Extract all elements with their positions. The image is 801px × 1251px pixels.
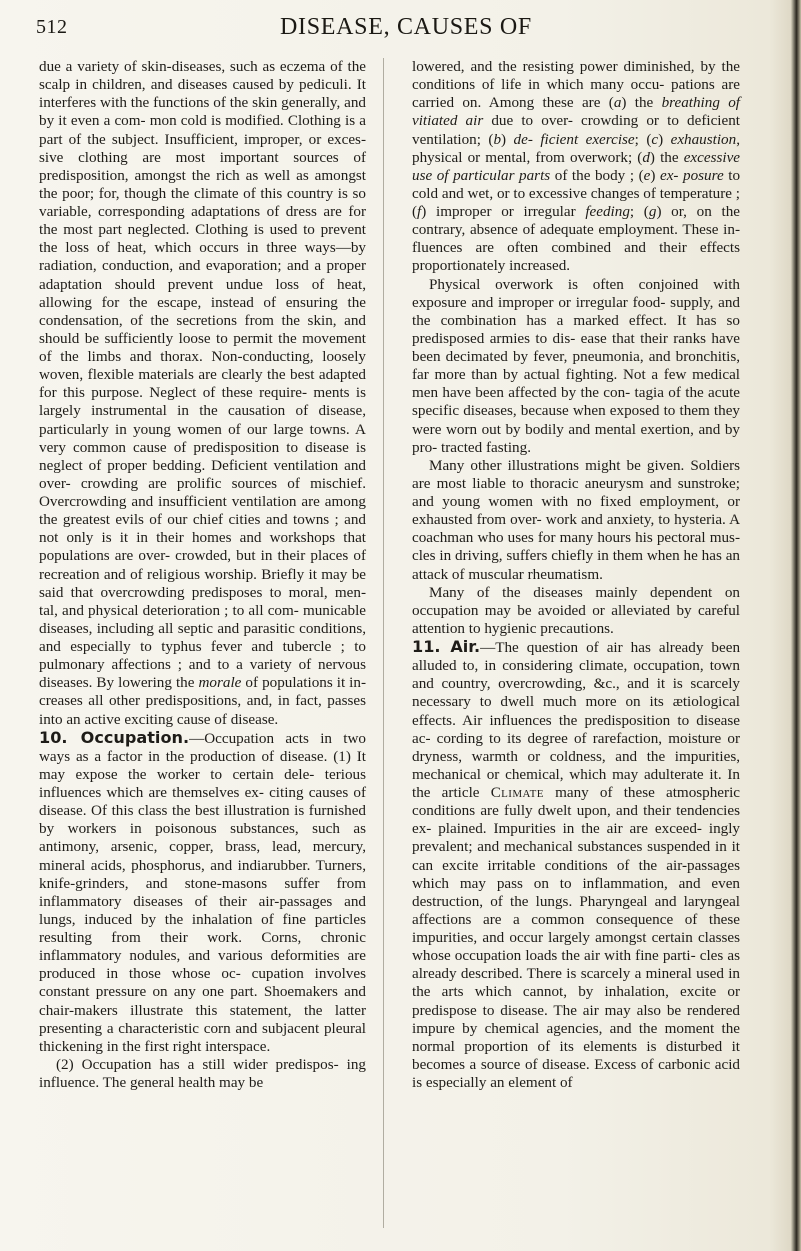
right-text-column bbox=[412, 58, 740, 1092]
physical-overwork-paragraph: Physical overwork is often conjoined with exposure and improper or irregular food- supply, and the combination has a marked effect. It has so predisposed armies to dis- ease that their ranks have been decimated by fever, pneumonia, and bronchitis, far more than by actual fighting. Not a few medical men have been affected by the con- tagia of the acute specific diseases, because when exposed to them they were worn out by bodily and mental exertion, and by pro- tracted fasting. bbox=[412, 275, 740, 456]
right-paragraph-text-n: ) or, on the contrary, absence of adequate employment. These in- fluences are often combined and their effects proportionately increased. bbox=[412, 203, 740, 275]
breathing-vitiated-air-term: breathing of vitiated air bbox=[412, 94, 741, 130]
occupation-section-text: —Occupation acts in two ways as a factor in the production of disease. (1) It may expose the worker to certain dele- terious influences which are themselves ex- citing causes of disease. Of this class the best illustration is furnished by workers in poisonous substances, such as antimony, arsenic, copper, brass, lead, mercury, mineral acids, phosphorus, and indiarubber. Turners, knife-grinders, and stone-masons suffer from inflammatory diseases of their air-passages and lungs, induced by the inhalation of fine particles resulting from their work. Corns, chronic inflammatory nodules, and various deformities are produced in those whose oc- cupation involves constant pressure on any one part. Shoemakers and chair-makers illustrate this statement, the latter presenting a characteristic corn and subjacent pleural thickening in the first right interspace. bbox=[39, 729, 366, 1055]
right-paragraph-text-i: of the body ; ( bbox=[550, 166, 644, 184]
air-section-text-b: many of these atmospheric conditions are fully dwelt upon, and their tendencies ex- plained. Impurities in the air are exceed- ingly prevalent; and mechanical substances suspended in it can excite irritable conditions of the air-passages which may pass on to inflammation, and even destruction, of the lungs. Pharyngeal and laryngeal affections are a common consequence of these impurities, and occur largely amongst certain classes whose occupation loads the air with fine parti- cles as already described. There is scarcely a mineral used in the arts which cannot, by inhalation, excite or predispose to disease. The air may also be rendered impure by chemical agencies, and the moment the normal proportion of its elements is disturbed it becomes a source of disease. Excess of carbonic acid is especially an element of bbox=[412, 784, 741, 1091]
right-paragraph-text-l: ) improper or irregular bbox=[421, 203, 586, 220]
right-paragraph-text-k: to cold and wet, or to excessive changes of temperature ; ( bbox=[412, 166, 741, 220]
right-paragraph-text-e: ; ( bbox=[634, 130, 652, 148]
left-paragraph-clothing bbox=[39, 58, 366, 729]
occupation-section bbox=[39, 729, 366, 1056]
air-section bbox=[412, 638, 740, 1092]
feeding-term: feeding bbox=[585, 203, 630, 220]
left-text-column bbox=[39, 58, 366, 1092]
right-paragraph-text-h: ) the bbox=[649, 148, 684, 166]
page-spine-shadow bbox=[791, 0, 801, 1251]
right-paragraph-text-j: ) bbox=[650, 166, 660, 184]
running-head-title: DISEASE, CAUSES OF bbox=[280, 14, 532, 40]
other-illustrations-paragraph: Many other illustrations might be given. Soldiers are most liable to thoracic aneurysm and sunstroke; and young women with no fixed employment, or exhausted from over- work and anxiety, to hysteria. A coachman who uses for many hours his pectoral mus- cles in driving, suffers chiefly in them when he has an attack of muscular rheumatism. bbox=[412, 456, 740, 583]
left-paragraph-clothing-end: of populations it in- creases all other predispositions, and, in fact, passes into an active exciting cause of disease. bbox=[39, 674, 367, 728]
exposure-term: ex- posure bbox=[659, 166, 724, 184]
air-section-text-a: —The question of air has already been alluded to, in considering climate, occupation, town and country, overcrowding, &c., and it is scarcely necessary to dwell much more on its ætiological effects. Air influences the predisposition to disease ac- cording to its degree of rarefaction, moisture or dryness, warmth or coldness, and the impurities, mechanical or chemical, which may adulterate it. In the article bbox=[412, 639, 741, 801]
occupation-continuation-paragraph: (2) Occupation has a still wider predispos- ing influence. The general health may be bbox=[39, 1055, 366, 1091]
page-number: 512 bbox=[36, 16, 68, 38]
column-divider bbox=[383, 58, 384, 1228]
right-paragraph-text-g: , physical or mental, from overwork; ( bbox=[412, 130, 740, 166]
list-marker-d: d bbox=[642, 148, 650, 166]
list-marker-c: c bbox=[651, 130, 659, 148]
deficient-exercise-term: de- ficient exercise bbox=[513, 130, 635, 148]
climate-reference: Climate bbox=[490, 784, 544, 801]
right-paragraph-text-m: ; ( bbox=[629, 203, 649, 220]
list-marker-g: g bbox=[648, 203, 657, 220]
right-paragraph-occupation-conditions bbox=[412, 58, 740, 276]
list-marker-f: f bbox=[417, 203, 422, 220]
right-paragraph-text-d: ) bbox=[501, 130, 514, 148]
precautions-paragraph: Many of the diseases mainly dependent on occupation may be avoided or alleviated by careful attention to hygienic precautions. bbox=[412, 583, 740, 637]
list-marker-a: a bbox=[613, 94, 622, 112]
left-paragraph-clothing-text: due a variety of skin-diseases, such as eczema of the scalp in children, and diseases caused by pediculi. It interferes with the functions of the skin generally, and by it even a com- mon cold is modified. Clothing is a part of the subject. Insufficient, improper, or exces- sive clothing are most important sources of predisposition, amongst the rich as well as amongst the poor; for, though the climate of this country is so variable, corresponding adaptations of dress are for the most part neglected. Clothing is used to prevent the loss of heat, which occurs in three ways—by radiation, conduction, and evaporation; and a proper adaptation should prevent undue loss of heat, allowing for the escape, instead of ensuring the condensation, of the secretions from the skin, and should be sufficiently loose to permit the movement of the limbs and thorax. Non-conducting, loosely woven, flexible materials are clearly the best adapted for this purpose. Neglect of these require- ments is largely instrumental in the causation of disease, particularly in young women of our large towns. A very common cause of predisposition to disease is neglect of proper bedding. Deficient ventilation and over- crowding are prolific sources of mischief. Overcrowding and insufficient ventilation are among the greatest evils of our chief cities and towns ; and not only is it in their homes and workshops that populations are over- crowded, but in their places of recreation and of religious worship. Briefly it may be said that overcrowding predisposes to moral, men- tal, and physical deterioration ; to all com- municable diseases, including all septic and parasitic conditions, and especially to typhus fever and tubercle ; to pulmonary affections ; and to a variety of nervous diseases. By lowering the bbox=[39, 58, 366, 692]
right-paragraph-text-a: lowered, and the resisting power diminished, by the conditions of life in which many occu- pations are carried on. Among these are ( bbox=[412, 58, 740, 112]
morale-italic-term: morale bbox=[198, 674, 242, 692]
occupation-section-heading: 10. Occupation. bbox=[39, 727, 190, 747]
right-paragraph-text-c: due to over- crowding or to deficient ventilation; ( bbox=[412, 112, 740, 148]
air-section-heading: 11. Air. bbox=[412, 637, 481, 656]
right-paragraph-text-f: ) bbox=[658, 130, 671, 148]
list-marker-b: b bbox=[493, 130, 502, 148]
right-paragraph-text-b: ) the bbox=[621, 94, 662, 112]
exhaustion-term: exhaustion bbox=[670, 130, 737, 148]
list-marker-e: e bbox=[643, 166, 651, 184]
page-header bbox=[36, 12, 758, 44]
excessive-use-term: excessive use of particular parts bbox=[412, 148, 741, 184]
